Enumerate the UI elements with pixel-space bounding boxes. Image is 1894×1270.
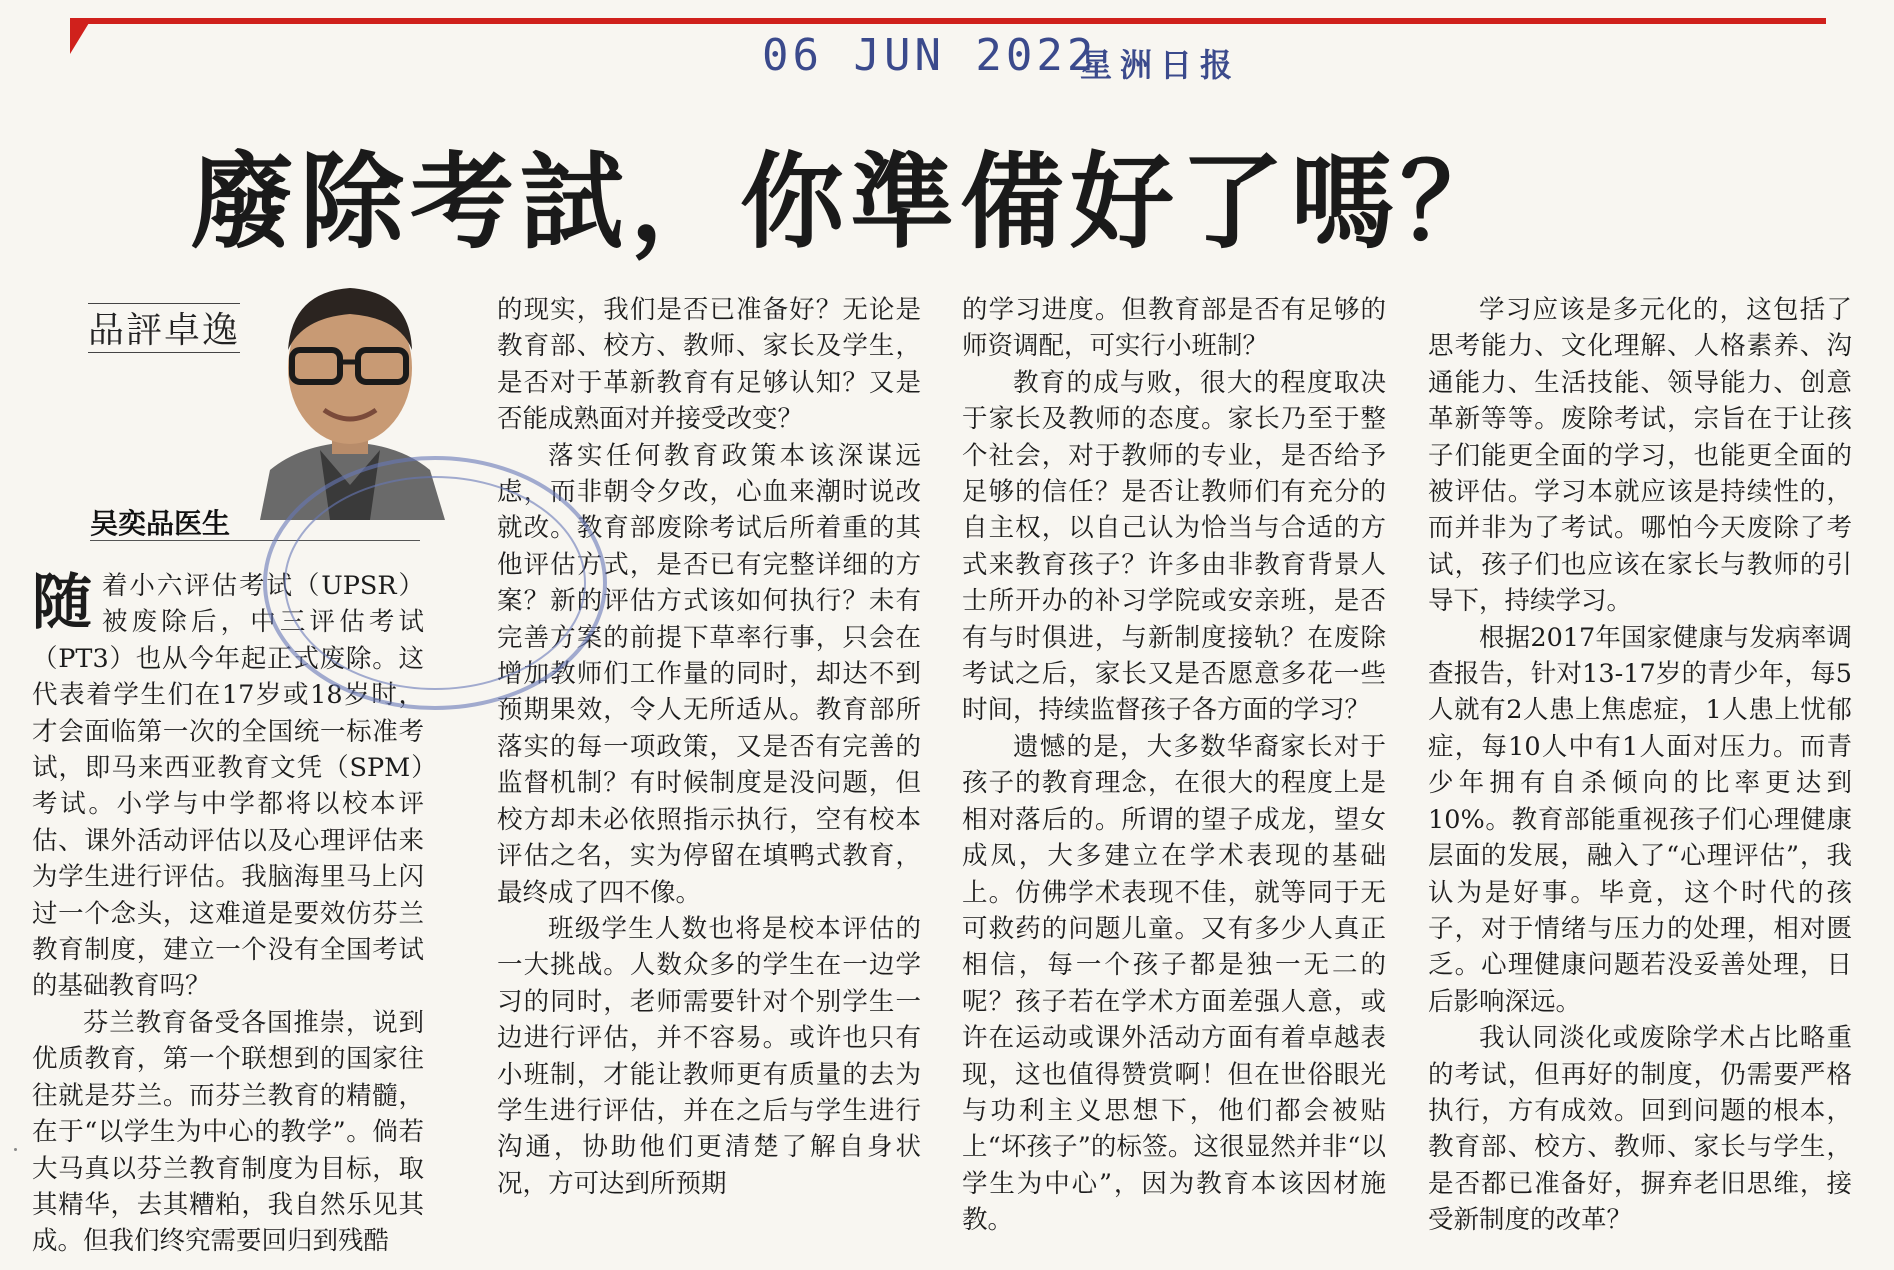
paragraph-text: 着小六评估考试（UPSR）被废除后，中三评估考试（PT3）也从今年起正式废除。这代表着学生们在17岁或18岁时，才会面临第一次的全国统一标准考试，即马来西亚教育文凭（SPM）考试。小学与中学都将以校本评估、课外活动评估以及心理评估来为学生进行评估。我脑海里马上闪过一个念头，这难道是要效仿芬兰教育制度，建立一个没有全国考试的基础教育吗？	[32, 571, 424, 1002]
paragraph: 我认同淡化或废除学术占比略重的考试，但再好的制度，仍需要严格执行，方有成效。回到问题的根本，教育部、校方、教师、家长与学生，是否都已准备好，摒弃老旧思维，接受新制度的改革？	[1428, 1023, 1852, 1236]
paragraph: 学习应该是多元化的，这包括了思考能力、文化理解、人格素养、沟通能力、生活技能、领导能力、创意革新等等。废除考试，宗旨在于让孩子们能更全面的学习，也能更全面的被评估。学习本就应该是持续性的，而并非为了考试。哪怕今天废除了考试，孩子们也应该在家长与教师的引导下，持续学习。	[1428, 295, 1852, 617]
headline: 廢除考試，你準備好了嗎？	[190, 141, 1511, 263]
paragraph: 的学习进度。但教育部是否有足够的师资调配，可实行小班制？	[962, 295, 1386, 362]
paragraph: 芬兰教育备受各国推崇，说到优质教育，第一个联想到的国家往往就是芬兰。而芬兰教育的精髓，在于“以学生为中心的教学”。倘若大马真以芬兰教育制度为目标，取其精华，去其糟粕，我自然乐见其成。但我们终究需要回归到残酷	[32, 1007, 424, 1257]
scan-speck	[14, 1148, 17, 1151]
paragraph: 根据2017年国家健康与发病率调查报告，针对13-17岁的青少年，每5人就有2人患上焦虑症，1人患上忧郁症，每10人中有1人面对压力。而青少年拥有自杀倾向的比率更达到10%。教育部能重视孩子们心理健康层面的发展，融入了“心理评估”，我认为是好事。毕竟，这个时代的孩子，对于情绪与压力的处理，相对匮乏。心理健康问题若没妥善处理，日后影响深远。	[1428, 622, 1852, 1017]
corner-red-wedge	[70, 18, 92, 54]
top-red-rule	[78, 18, 1826, 24]
paragraph: 教育的成与败，很大的程度取决于家长及教师的态度。家长乃至于整个社会，对于教师的专业，是否给予足够的信任？是否让教师们有充分的自主权，以自己认为恰当与合适的方式来教育孩子？许多由非教育背景人士所开办的补习学院或安亲班，是否有与时俱进，与新制度接轨？在废除考试之后，家长又是否愿意多花一些时间，持续监督孩子各方面的学习？	[962, 367, 1386, 726]
paragraph: 的现实，我们是否已准备好？无论是教育部、校方、教师、家长及学生，是否对于革新教育有足够认知？又是否能成熟面对并接受改变？	[497, 295, 921, 435]
newspaper-name: 星洲日报	[1080, 46, 1241, 84]
article-column-2	[497, 292, 921, 1202]
paragraph: 落实任何教育政策本该深谋远虑，而非朝令夕改，心血来潮时说改就改。教育部废除考试后所着重的其他评估方式，是否已有完整详细的方案？新的评估方式该如何执行？未有完善方案的前提下草率行事，只会在增加教师们工作量的同时，却达不到预期果效，令人无所适从。教育部所落实的每一项政策，又是否有完善的监督机制？有时候制度是没问题，但校方却未必依照指示执行，空有校本评估之名，实为停留在填鸭式教育，最终成了四不像。	[497, 440, 921, 908]
paragraph: 遗憾的是，大多数华裔家长对于孩子的教育理念，在很大的程度上是相对落后的。所谓的望子成龙，望女成凤，大多建立在学术表现的基础上。仿佛学术表现不佳，就等同于无可救药的问题儿童。又有多少人真正相信，每一个孩子都是独一无二的呢？孩子若在学术方面差强人意，或许在运动或课外活动方面有着卓越表现，这也值得赞赏啊！但在世俗眼光与功利主义思想下，他们都会被贴上“坏孩子”的标签。这很显然并非“以学生为中心”，因为教育本该因材施教。	[962, 731, 1386, 1236]
paragraph: 班级学生人数也将是校本评估的一大挑战。人数众多的学生在一边学习的同时，老师需要针对个别学生一边进行评估，并不容易。或许也只有小班制，才能让教师更有质量的去为学生进行评估，并在之后与学生进行沟通，协助他们更清楚了解自身状况，方可达到所预期	[497, 913, 921, 1199]
organization-stamp	[255, 448, 615, 718]
drop-cap: 随	[32, 568, 92, 638]
author-name: 吴奕品医生	[90, 507, 231, 540]
article-column-4	[1428, 292, 1852, 1239]
article-column-3	[962, 292, 1386, 1239]
date-stamp: 06 JUN 2022	[762, 30, 1098, 81]
column-tag: 品評卓逸	[88, 310, 241, 351]
